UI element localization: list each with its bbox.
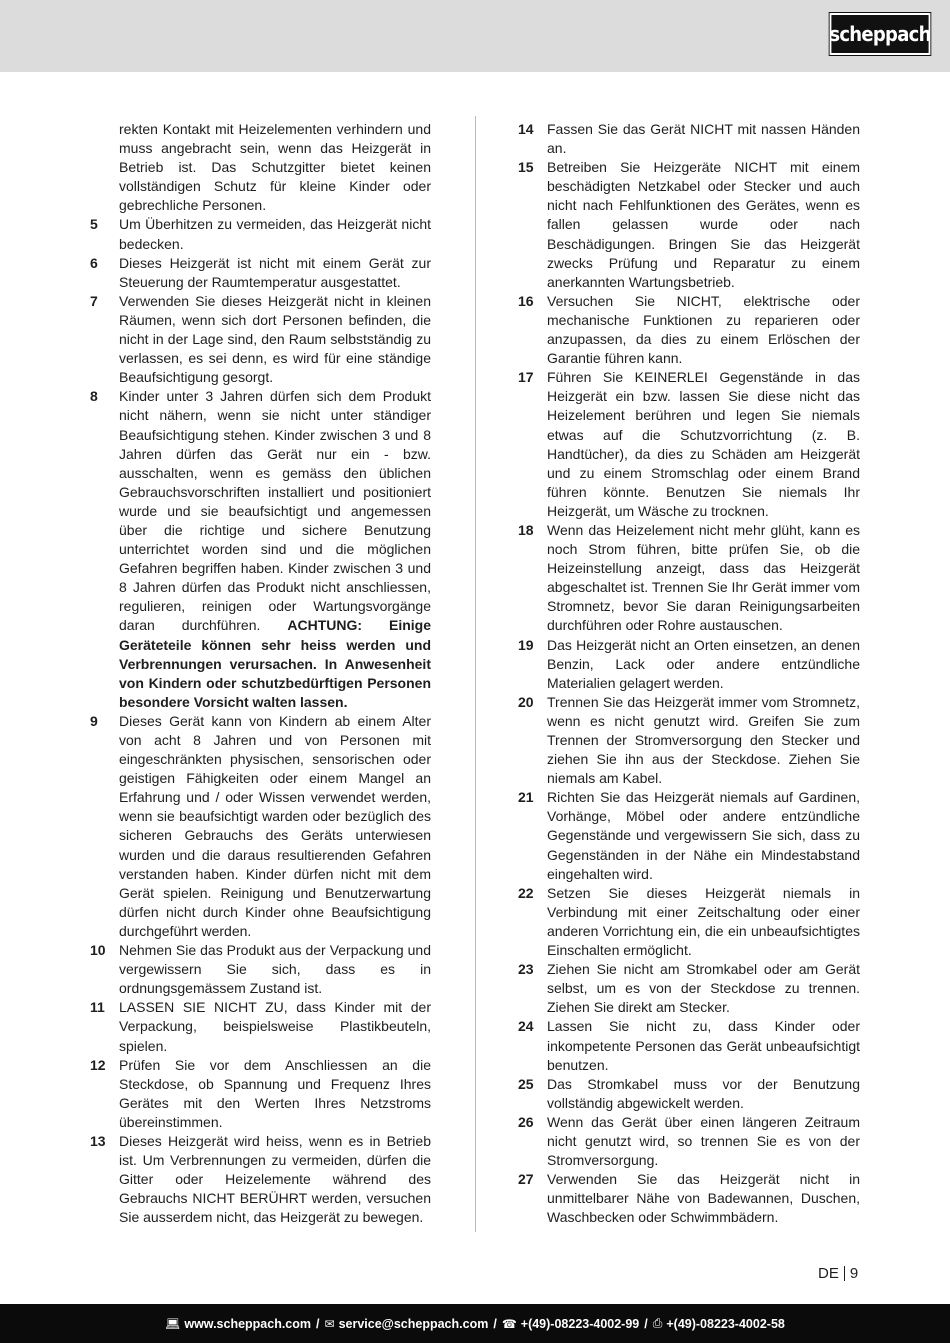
item-number: 9: [90, 712, 98, 729]
item-number: 18: [518, 521, 534, 538]
item-text: [119, 387, 431, 712]
item-text: Verwenden Sie das Heizgerät nicht in unmittelbarer Nähe von Badewannen, Duschen, Waschbecken oder Schwimmbädern.: [547, 1171, 860, 1226]
item-text-regular: Kinder unter 3 Jahren dürfen sich dem Produkt nicht nähern, wenn sie nicht unter ständiger Beaufsichtigung stehen. Kinder zwischen 3 und 8 Jahren dürfen das Gerät nur ein - bzw. ausschalten, wenn es gemäss den üblichen Gebrauchsvorschriften installiert und positioniert wurde und sie beaufsichtigt und angemessen über die richtige und sichere Benutzung unterrichtet worden sind und die möglichen Gefahren begriffen haben. Kinder zwischen 3 und 8 Jahren dürfen das Produkt nicht anschliessen, regulieren, reinigen oder Wartungsvorgänge daran durchführen.: [119, 388, 431, 634]
item-text: Dieses Heizgerät ist nicht mit einem Gerät zur Steuerung der Raumtemperatur ausgestattet.: [119, 254, 431, 290]
item-text: Nehmen Sie das Produkt aus der Verpackung und vergewissern Sie sich, dass es in ordnungsgemässem Zustand ist.: [119, 942, 431, 997]
item-text: Ziehen Sie nicht am Stromkabel oder am Gerät selbst, um es von der Steckdose zu trennen. Ziehen Sie direkt am Stecker.: [547, 961, 860, 1016]
item-number: 17: [518, 369, 534, 386]
item-number: 13: [90, 1132, 106, 1149]
item-number: 7: [90, 292, 98, 309]
list-item: [90, 215, 431, 253]
list-item: [518, 368, 860, 521]
item-text: Um Überhitzen zu vermeiden, das Heizgerät nicht bedecken.: [119, 216, 431, 252]
item-number: 8: [90, 388, 98, 405]
right-column: [518, 120, 860, 1227]
footer-website[interactable]: www.scheppach.com: [184, 1316, 312, 1331]
item-number: 19: [518, 636, 534, 653]
item-text: Verwenden Sie dieses Heizgerät nicht in kleinen Räumen, wenn sich dort Personen befinden, die nicht in der Lage sind, den Raum selbstständig zu verlassen, es sei denn, es wird für eine ständige Beaufsichtigung gesorgt.: [119, 292, 431, 386]
footer-separator: /: [493, 1316, 497, 1331]
item-text: LASSEN SIE NICHT ZU, dass Kinder mit der Verpackung, beispielsweise Plastikbeuteln, spielen.: [119, 999, 431, 1054]
item-number: 14: [518, 121, 534, 137]
footer-email[interactable]: service@scheppach.com: [338, 1316, 489, 1331]
list-item: [90, 292, 431, 387]
item-text: Dieses Gerät kann von Kindern ab einem Alter von acht 8 Jahren und von Personen mit eingeschränkten physischen, sensorischen oder geistigen Fähigkeiten oder einem Mangel an Erfahrung und / oder Wissen verwendet werden, wenn sie beaufsichtigt warden oder bezüglich des sicheren Gebrauchs des Geräts unterwiesen wurden und die daraus resultierenden Gefahren verstanden haben. Kinder dürfen nicht mit dem Gerät spielen. Reinigung und Benutzerwartung dürfen nicht durch Kinder ohne Beaufsichtigung durchgeführt werden.: [119, 712, 431, 939]
item-text: Das Heizgerät nicht an Orten einsetzen, an denen Benzin, Lack oder andere entzündliche Materialien gelagert werden.: [547, 636, 860, 691]
item-number: 12: [90, 1056, 106, 1073]
item-text: Fassen Sie das Gerät NICHT mit nassen Händen an.: [547, 121, 860, 157]
footer-bar: [0, 1304, 950, 1343]
item-number: 22: [518, 884, 534, 901]
item-text: Betreiben Sie Heizgeräte NICHT mit einem beschädigten Netzkabel oder Stecker und auch nicht nach Fehlfunktionen des Gerätes, wenn es fallen gelassen wurde oder nach Beschädigungen. Bringen Sie das Heizgerät zwecks Prüfung und Reparatur zu einem anerkannten Wartungsbetrieb.: [547, 159, 860, 290]
list-item: [518, 120, 860, 158]
list-item: [90, 941, 431, 998]
item-number: 5: [90, 216, 98, 233]
item-number: 26: [518, 1113, 534, 1130]
phone-icon: ☎︎: [501, 1316, 517, 1331]
fax-icon: ⎙: [652, 1316, 663, 1330]
footer-separator: /: [316, 1316, 320, 1331]
item-number: 27: [518, 1171, 534, 1188]
item-text: Richten Sie das Heizgerät niemals auf Gardinen, Vorhänge, Möbel oder andere entzündliche Gegenstände und vergewissern Sie sich, dass zu Gegenständen in der Nähe ein Mindestabstand eingehalten wird.: [547, 789, 860, 882]
column-divider: [475, 116, 476, 1232]
item-text: Lassen Sie nicht zu, dass Kinder oder inkompetente Personen das Gerät unbeaufsichtigt benutzen.: [547, 1018, 860, 1073]
warning-text: ACHTUNG: Einige Geräteteile können sehr heiss werden und Verbrennungen verursachen. In Anwesenheit von Kindern oder schutzbedürftigen Personen besondere Vorsicht walten lassen.: [119, 617, 431, 710]
page-number-divider: [844, 1266, 845, 1281]
item-text: Setzen Sie dieses Heizgerät niemals in Verbindung mit einer Zeitschaltung oder einer anderen Vorrichtung ein, die ein unbeaufsichtigtes Einschalten ermöglicht.: [547, 884, 860, 959]
item-number: 15: [518, 159, 534, 176]
email-icon: ✉︎: [324, 1316, 335, 1331]
item-text: Führen Sie KEINERLEI Gegenstände in das Heizgerät ein bzw. lassen Sie diese nicht das Heizelement berühren und legen Sie niemals etwas auf die Schutzvorrichtung (z. B. Handtücher), da dies zu Schäden am Heizgerät und zu einem Stromschlag oder einem Brand führen könnte. Benutzen Sie niemals Ihr Heizgerät, um Wäsche zu trocknen.: [547, 369, 860, 519]
list-item: [518, 788, 860, 883]
list-item: [518, 1113, 860, 1170]
page-number-value: 9: [849, 1265, 859, 1282]
item-number: 11: [90, 999, 105, 1016]
list-item: [518, 521, 860, 636]
item-number: 20: [518, 693, 534, 710]
list-item: [518, 884, 860, 960]
item-number: 16: [518, 292, 534, 309]
list-item: [90, 712, 431, 941]
item-text: Trennen Sie das Heizgerät immer vom Stromnetz, wenn es nicht genutzt wird. Greifen Sie zum Trennen der Stromversorgung den Stecker und ziehen Sie ihn aus der Steckdose. Ziehen Sie niemals am Kabel.: [547, 693, 860, 787]
list-item: [90, 1132, 431, 1227]
footer-phone: +(49)-08223-4002-99: [520, 1316, 640, 1331]
list-item: [90, 998, 431, 1055]
list-item: [518, 693, 860, 788]
page-number: [818, 1265, 858, 1282]
item-number: 24: [518, 1018, 534, 1035]
item-number: 6: [90, 254, 98, 271]
list-item-continued: [90, 120, 431, 215]
list-item: [518, 1017, 860, 1074]
item-text: Dieses Heizgerät wird heiss, wenn es in Betrieb ist. Um Verbrennungen zu vermeiden, dürfen die Gitter oder Heizelemente während des Gebrauchs NICHT BERÜHRT werden, versuchen Sie ausserdem nicht, das Heizgerät zu bewegen.: [119, 1132, 431, 1226]
item-text: Wenn das Heizelement nicht mehr glüht, kann es noch Strom führen, bitte prüfen Sie, ob die Heizeinstellung anzeigt, dass das Heizgerät abgeschaltet ist. Trennen Sie Ihr Gerät immer vom Stromnetz, bevor Sie daran Reinigungsarbeiten durchführen oder Rohre austauschen.: [547, 521, 860, 634]
item-text: Wenn das Gerät über einen längeren Zeitraum nicht genutzt wird, so trennen Sie es von der Stromversorgung.: [547, 1113, 860, 1169]
item-text: Versuchen Sie NICHT, elektrische oder mechanische Funktionen zu reparieren oder anzupassen, da dies zu einem Erlöschen der Garantie führen kann.: [547, 292, 860, 367]
item-number: 25: [518, 1075, 534, 1092]
item-text: Prüfen Sie vor dem Anschliessen an die Steckdose, ob Spannung und Frequenz Ihres Gerätes mit den Werten Ihres Netzstroms übereinstimmen.: [119, 1056, 431, 1130]
header-band: [0, 0, 950, 72]
page-language: DE: [818, 1265, 839, 1282]
item-text: rekten Kontakt mit Heizelementen verhindern und muss angebracht sein, wenn das Heizgerät in Betrieb ist. Das Schutzgitter bietet keinen vollständigen Schutz für kleine Kinder oder gebrechliche Personen.: [119, 121, 431, 214]
list-item: [90, 1056, 431, 1132]
list-item: [90, 387, 431, 712]
footer-fax: +(49)-08223-4002-58: [666, 1316, 785, 1331]
list-item: [518, 1075, 860, 1113]
left-column: [90, 120, 431, 1227]
list-item: [518, 158, 860, 292]
footer-separator: /: [644, 1316, 648, 1331]
item-number: 10: [90, 942, 106, 959]
list-item: [518, 636, 860, 693]
list-item: [518, 292, 860, 368]
scheppach-logo: scheppach: [830, 13, 931, 55]
laptop-icon: 💻︎: [165, 1316, 181, 1331]
item-number: 21: [518, 789, 534, 806]
item-number: 23: [518, 961, 534, 978]
list-item: [518, 1170, 860, 1227]
list-item: [90, 254, 431, 292]
item-text: Das Stromkabel muss vor der Benutzung vollständig abgewickelt werden.: [547, 1075, 860, 1111]
list-item: [518, 960, 860, 1017]
